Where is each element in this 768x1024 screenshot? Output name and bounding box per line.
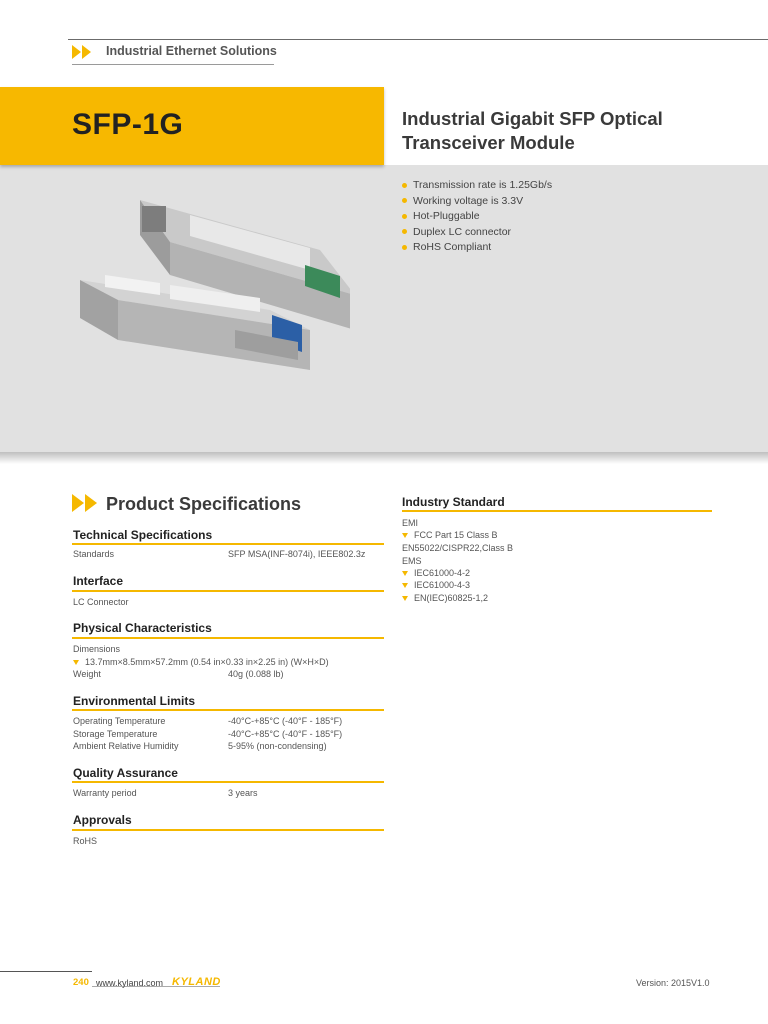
top-rule (68, 39, 768, 40)
bullet-icon (402, 183, 407, 188)
interface-value: LC Connector (73, 597, 129, 607)
bullet-icon (402, 198, 407, 203)
tech-specs-heading: Technical Specifications (73, 528, 213, 542)
title-box (0, 87, 384, 165)
sfp-module-image (70, 180, 350, 380)
bullet-icon (402, 533, 408, 538)
website-link[interactable]: www.kyland.com (96, 978, 164, 988)
heading-rule (402, 510, 712, 512)
dimensions-item: 13.7mm×8.5mm×57.2mm (0.54 in×0.33 in×2.25 in) (W×H×D) (73, 656, 329, 669)
heading-rule (72, 543, 384, 545)
approvals-value: RoHS (73, 836, 98, 846)
env-label: Operating Temperature (73, 716, 166, 726)
interface-heading: Interface (73, 574, 124, 588)
feature-item: Duplex LC connector (402, 225, 552, 241)
section-tag: Industrial Ethernet Solutions (106, 44, 277, 58)
dimensions-label: Dimensions (73, 644, 121, 654)
warranty-label: Warranty period (73, 788, 137, 798)
standards-label: Standards (73, 549, 115, 559)
bullet-icon (402, 571, 408, 576)
double-chevron-icon (72, 43, 92, 61)
version-text: Version: 2015V1.0 (636, 978, 710, 988)
feature-item: Hot-Pluggable (402, 209, 552, 225)
standards-value: SFP MSA(INF-8074i), IEEE802.3z (228, 549, 366, 559)
emi-extra: EN55022/CISPR22,Class B (402, 543, 514, 553)
industry-heading: Industry Standard (402, 495, 505, 509)
weight-label: Weight (73, 669, 101, 679)
section-tag-underline (72, 64, 274, 65)
bullet-icon (402, 583, 408, 588)
ems-label: EMS (402, 556, 422, 566)
weight-value: 40g (0.088 lb) (228, 669, 284, 679)
emi-item: FCC Part 15 Class B (402, 529, 498, 542)
kyland-logo: KYLAND (172, 976, 221, 988)
env-value: -40°C-+85°C (-40°F - 185°F) (228, 729, 343, 739)
band-shadow (0, 452, 768, 464)
heading-rule (72, 590, 384, 592)
feature-item: Working voltage is 3.3V (402, 194, 552, 210)
bullet-icon (402, 245, 407, 250)
heading-rule (72, 781, 384, 783)
bullet-icon (402, 596, 408, 601)
env-value: -40°C-+85°C (-40°F - 185°F) (228, 716, 343, 726)
specs-title: Product Specifications (106, 494, 302, 514)
ems-item: IEC61000-4-3 (402, 579, 470, 592)
double-chevron-icon (72, 494, 98, 512)
env-value: 5-95% (non-condensing) (228, 741, 327, 751)
warranty-value: 3 years (228, 788, 258, 798)
feature-list (402, 178, 552, 256)
feature-item: Transmission rate is 1.25Gb/s (402, 178, 552, 194)
heading-rule (72, 709, 384, 711)
product-subtitle: Industrial Gigabit SFP Optical Transceiver Module (402, 108, 663, 153)
environment-heading: Environmental Limits (73, 694, 196, 708)
ems-item: IEC61000-4-2 (402, 567, 470, 580)
heading-rule (72, 829, 384, 831)
env-label: Storage Temperature (73, 729, 158, 739)
ems-item: EN(IEC)60825-1,2 (402, 592, 488, 605)
heading-rule (72, 637, 384, 639)
approvals-heading: Approvals (73, 813, 132, 827)
bullet-icon (73, 660, 79, 665)
emi-label: EMI (402, 518, 419, 528)
bullet-icon (402, 229, 407, 234)
quality-heading: Quality Assurance (73, 766, 178, 780)
physical-heading: Physical Characteristics (73, 621, 212, 635)
footer-rule (0, 971, 92, 972)
bullet-icon (402, 214, 407, 219)
feature-item: RoHS Compliant (402, 240, 552, 256)
page-title: SFP-1G (72, 108, 184, 141)
env-label: Ambient Relative Humidity (73, 741, 179, 751)
page-number: 240 (73, 977, 89, 988)
